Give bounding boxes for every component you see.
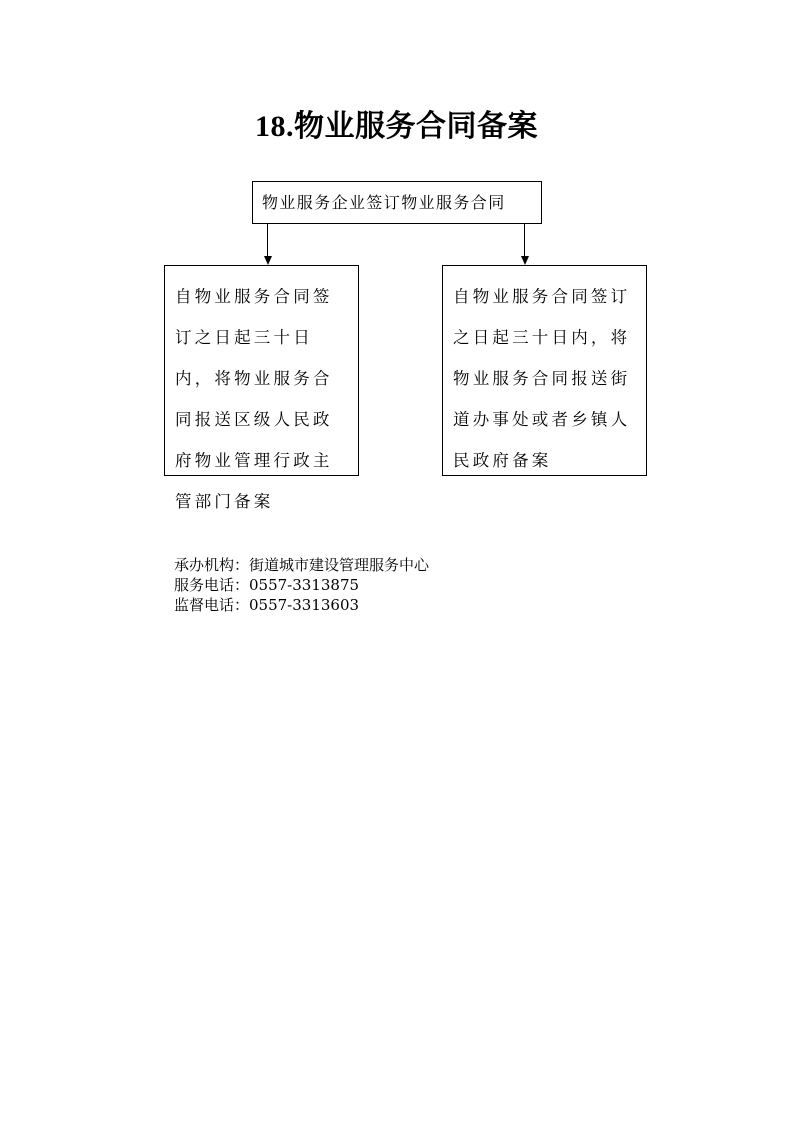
arrow-to-district-filing-line [267, 224, 268, 257]
supervision-phone-text: 监督电话：0557-3313603 [174, 596, 360, 614]
contact-info [174, 555, 429, 615]
arrow-down-icon [264, 256, 272, 265]
arrow-to-street-filing-line [524, 224, 525, 257]
page-title: 18.物业服务合同备案 [255, 110, 538, 143]
service-phone-text: 服务电话：0557-3313875 [174, 576, 360, 594]
flow-step-sign-contract: 物业服务企业签订物业服务合同 [252, 181, 542, 224]
flow-step-district-filing: 自物业服务合同签订之日起三十日内，将物业服务合同报送区级人民政府物业管理行政主管部门备案 [164, 265, 359, 476]
flow-step-street-filing: 自物业服务合同签订之日起三十日内，将物业服务合同报送街道办事处或者乡镇人民政府备案 [442, 265, 647, 476]
organizer-text: 承办机构：街道城市建设管理服务中心 [174, 556, 430, 574]
arrow-down-icon [521, 256, 529, 265]
